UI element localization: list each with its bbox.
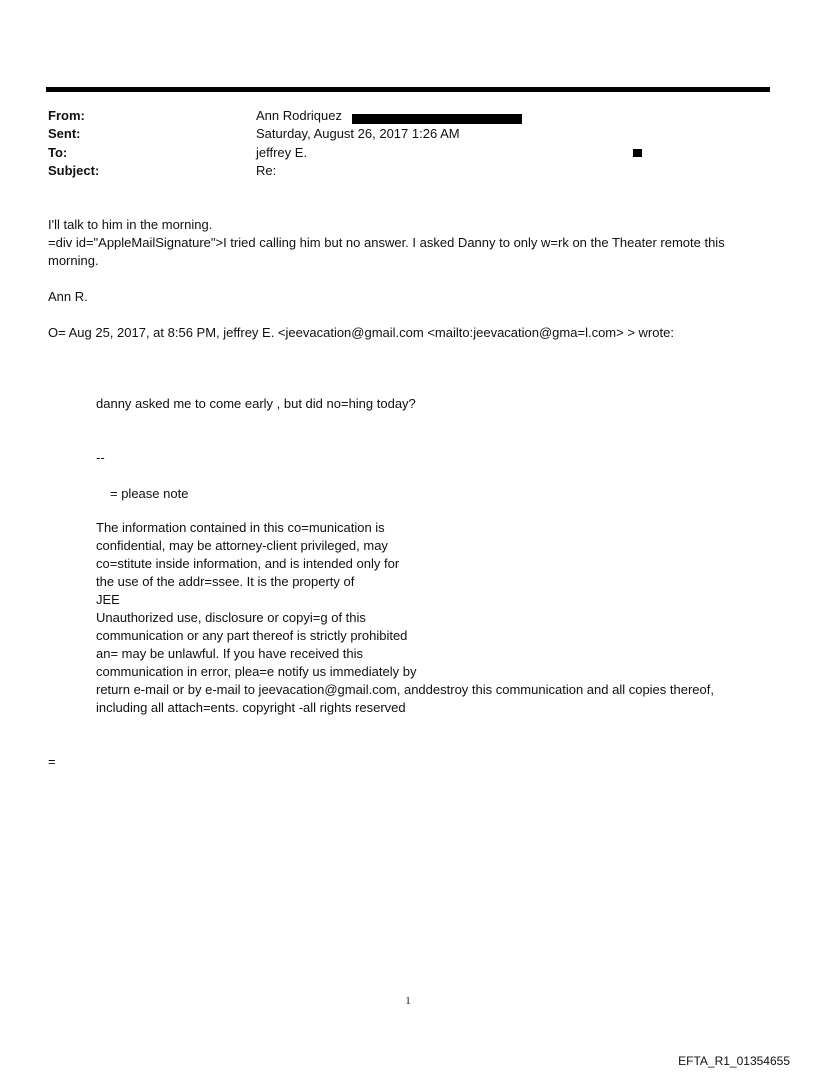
disclaimer [96, 519, 766, 717]
quoted-separator: -- [96, 450, 105, 465]
header-rule [46, 87, 770, 92]
disclaimer-line: JEE [96, 592, 120, 607]
document-id: EFTA_R1_01354655 [678, 1054, 790, 1068]
signature: Ann R. [48, 289, 88, 304]
disclaimer-line: return e-mail or by e-mail to jeevacation@gmail.com, anddestroy this communication and all copies thereof, [96, 682, 714, 697]
redaction-to [633, 149, 642, 157]
quoted-note: = please note [110, 486, 189, 501]
page-number: 1 [405, 995, 411, 1007]
body-line-2: =div id="AppleMailSignature">I tried calling him but no answer. I asked Danny to only w=rk on the Theater remote this morning. [48, 235, 725, 268]
body-line-1: I'll talk to him in the morning. [48, 217, 213, 232]
sent-value: Saturday, August 26, 2017 1:26 AM [256, 126, 460, 141]
redaction-email [352, 114, 522, 124]
to-label: To: [48, 145, 68, 160]
disclaimer-line: Unauthorized use, disclosure or copyi=g of this [96, 610, 366, 625]
disclaimer-line: the use of the addr=ssee. It is the property of [96, 574, 355, 589]
quoted-message: danny asked me to come early , but did no=hing today? [96, 396, 416, 411]
trailing-marker: = [48, 754, 56, 769]
sent-label: Sent: [48, 126, 81, 141]
disclaimer-line: communication in error, plea=e notify us immediately by [96, 664, 417, 679]
disclaimer-line: communication or any part thereof is strictly prohibited [96, 628, 408, 643]
disclaimer-line: confidential, may be attorney-client privileged, may [96, 538, 388, 553]
subject-value: Re: [256, 163, 277, 178]
subject-label: Subject: [48, 163, 100, 178]
message-body [48, 216, 763, 342]
reply-intro: O= Aug 25, 2017, at 8:56 PM, jeffrey E. <jeevacation@gmail.com <mailto:jeevacation@gma=l.com> > wrote: [48, 325, 674, 340]
from-label: From: [48, 108, 85, 123]
disclaimer-line: including all attach=ents. copyright -all rights reserved [96, 700, 406, 715]
disclaimer-line: The information contained in this co=munication is [96, 520, 385, 535]
disclaimer-line: co=stitute inside information, and is intended only for [96, 556, 400, 571]
to-value: jeffrey E. [256, 145, 308, 160]
from-value: Ann Rodriquez [256, 108, 342, 123]
disclaimer-line: an= may be unlawful. If you have received this [96, 646, 364, 661]
